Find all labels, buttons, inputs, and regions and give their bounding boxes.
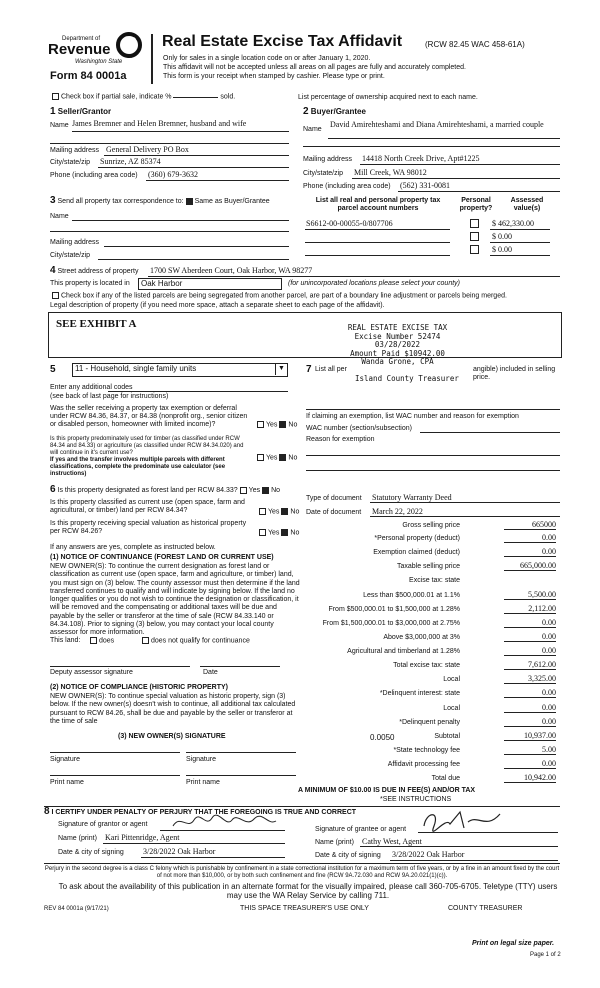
seller-city-field[interactable]: Sunrize, AZ 85374 — [100, 157, 161, 166]
county-treasurer-label: COUNTY TREASURER — [448, 905, 523, 912]
calc-label: Subtotal — [434, 733, 460, 740]
buyer-city-field[interactable]: Mill Creek, WA 98012 — [354, 168, 427, 177]
seller-phone-field[interactable]: (360) 679-3632 — [148, 170, 198, 179]
calc-label: From $500,000.01 to $1,500,000 at 1.28% — [328, 606, 460, 613]
historic-no-checkbox[interactable] — [281, 529, 288, 536]
assessed-value-3[interactable]: $ 0.00 — [492, 245, 512, 254]
rcw-ref: (RCW 82.45 WAC 458-61A) — [425, 40, 525, 49]
same-as-buyer-checkbox[interactable] — [186, 198, 193, 205]
calc-label: Exemption claimed (deduct) — [373, 549, 460, 556]
does-not-option: does not qualify for continuance — [140, 637, 270, 645]
calc-label: Gross selling price — [402, 522, 460, 529]
calc-value[interactable]: 0.00 — [504, 688, 556, 698]
personal-col-header: Personal property? — [459, 197, 493, 212]
segregated-row: Check box if any of the listed parcels are being segregated from another parcel, are part of a boundary line adjustment or parcels being merged. — [50, 292, 507, 300]
does-option: does — [88, 637, 114, 645]
calc-value[interactable]: 5.00 — [504, 745, 556, 755]
grantor-signature[interactable] — [170, 812, 280, 832]
calc-label: From $1,500,000.01 to $3,000,000 at 2.75% — [322, 620, 460, 627]
calc-label: Total due — [431, 775, 460, 782]
section7-text-a: List all per — [315, 366, 347, 373]
located-label: This property is located in — [50, 280, 130, 287]
personal-checkbox-2[interactable] — [470, 232, 479, 241]
instructed-note: If any answers are yes, complete as instructed below. — [50, 544, 216, 551]
calc-value[interactable]: 0.00 — [504, 759, 556, 769]
calc-label: Less than $500,000.01 at 1.1% — [363, 592, 460, 599]
calc-value[interactable]: 2,112.00 — [504, 604, 556, 614]
calc-label: Taxable selling price — [396, 563, 460, 570]
buyer-name-field[interactable]: David Amirehteshami and Diana Amirehteshami, a married couple — [330, 120, 544, 129]
buyer-heading: 2 Buyer/Grantee — [303, 106, 366, 117]
section4-street-row: 4 Street address of property — [50, 265, 139, 276]
owner-signature-label-2: Signature — [186, 756, 216, 763]
parcel-number-1[interactable]: S6612-00-00055-0/807706 — [306, 219, 393, 228]
exemption-yes-checkbox[interactable] — [257, 421, 264, 428]
doc-type-field[interactable]: Statutory Warranty Deed — [372, 493, 452, 502]
location-select[interactable]: Oak Harbor — [138, 278, 282, 290]
buyer-mail-field[interactable]: 14418 North Creek Drive, Apt#1225 — [362, 154, 480, 163]
grantor-name-field[interactable]: Kari Pittenridge, Agent — [105, 833, 180, 842]
assessed-value-2[interactable]: $ 0.00 — [492, 232, 512, 241]
does-not-checkbox[interactable] — [142, 637, 149, 644]
notice2-title: (2) NOTICE OF COMPLIANCE (HISTORIC PROPERTY) — [50, 684, 228, 691]
grantee-name-field[interactable]: Cathy West, Agent — [362, 837, 422, 846]
calc-label: Above $3,000,000 at 3% — [383, 634, 460, 641]
revision-label: REV 84 0001a (9/17/21) — [44, 906, 109, 912]
doc-date-label: Date of document — [306, 509, 362, 516]
section3-mail-label: Mailing address — [50, 239, 100, 246]
calc-label: *State technology fee — [393, 747, 460, 754]
doc-date-field[interactable]: March 22, 2022 — [372, 507, 423, 516]
calc-label: Agricultural and timberland at 1.28% — [347, 648, 460, 655]
seller-city-label: City/state/zip — [50, 159, 91, 166]
seller-phone-label: Phone (including area code) — [50, 172, 138, 179]
grantee-name-label: Name (print) — [315, 839, 354, 846]
dept-label: Department of — [62, 36, 101, 42]
timber-yes-no: Yes No — [255, 454, 297, 462]
located-note: (for unincorporated locations please select your county) — [288, 280, 460, 287]
header-line-2: This affidavit will not be accepted unless all areas on all pages are fully and accurately completed. — [163, 64, 466, 71]
revenue-logo-icon — [115, 32, 143, 58]
owner-print-label-2: Print name — [186, 779, 220, 786]
segregated-checkbox[interactable] — [52, 292, 59, 299]
section3-name-label: Name — [50, 213, 69, 220]
buyer-city-label: City/state/zip — [303, 170, 344, 177]
parcel-col-header: List all real and personal property tax parcel account numbers — [315, 197, 441, 212]
forest-yes-checkbox[interactable] — [240, 487, 247, 494]
current-use-yes-checkbox[interactable] — [259, 508, 266, 515]
exemption-yes-no: Yes No — [255, 421, 297, 429]
buyer-name-label: Name — [303, 126, 322, 133]
doc-type-label: Type of document — [306, 495, 362, 502]
exemption-claim-label: If claiming an exemption, list WAC number and reason for exemption — [306, 413, 519, 420]
seller-name-field[interactable]: James Bremner and Helen Bremner, husband and wife — [72, 119, 247, 128]
calc-value[interactable]: 0.00 — [504, 646, 556, 656]
section7-number: 7 — [306, 364, 312, 375]
seller-mail-label: Mailing address — [50, 147, 100, 154]
forest-no-checkbox[interactable] — [262, 487, 269, 494]
grantor-name-label: Name (print) — [58, 835, 97, 842]
page-title: Real Estate Excise Tax Affidavit — [162, 33, 403, 50]
grantee-date-label: Date & city of signing — [315, 852, 381, 859]
calc-label: Excise tax: state — [409, 577, 460, 584]
notice3-title: (3) NEW OWNER(S) SIGNATURE — [118, 733, 226, 740]
calc-value[interactable]: 0.00 — [504, 703, 556, 713]
treasurer-stamp: REAL ESTATE EXCISE TAX Excise Number 52474 03/28/2022 Amount Paid $10942.00 Wanda Grone, CPA — [347, 323, 448, 366]
buyer-mail-label: Mailing address — [303, 156, 353, 163]
exemption-question: Was the seller receiving a property tax exemption or deferral under RCW 84.36, 84.37, or 84.38 (nonprofit org., senior citizen or disabled person, homeowner with limited income)? — [50, 405, 248, 428]
see-instructions-note: *SEE INSTRUCTIONS — [380, 796, 452, 803]
revenue-logo-text: Revenue — [48, 41, 111, 58]
timber-note: If yes and the transfer involves multiple parcels with different classifications, complete the predominate use calculator (see instructions) — [50, 457, 226, 477]
section5-number: 5 — [50, 364, 56, 375]
page-number: Page 1 of 2 — [530, 952, 561, 958]
grantee-signature[interactable] — [420, 808, 510, 832]
forest-question: 6 Is this property designated as forest land per RCW 84.33? Yes No — [50, 484, 281, 495]
treasurer-use-label: THIS SPACE TREASURER'S USE ONLY — [240, 905, 369, 912]
buyer-phone-field[interactable]: (562) 331-0081 — [400, 181, 450, 190]
buyer-phone-label: Phone (including area code) — [303, 183, 391, 190]
calc-value[interactable]: 5,500.00 — [504, 590, 556, 600]
calc-label: Affidavit processing fee — [387, 761, 460, 768]
calc-value[interactable]: 10,942.00 — [504, 773, 556, 783]
partial-sale-checkbox[interactable] — [52, 93, 59, 100]
historic-question: Is this property receiving special valuation as historical property per RCW 84.26? — [50, 520, 247, 535]
stamp-county: Island County Treasurer — [355, 374, 459, 383]
see-instructions: (see back of last page for instructions) — [50, 393, 169, 400]
notice1-body: NEW OWNER(S): To continue the current designation as forest land or classification as current use (open space, farm and agriculture, or timber) land, you must sign on (3) below. The county assessor must then determine if the land transferred continues to qualify and will indicate by signing below. If the land no longer qualifies or you do not wish to continue the designation or classification, it will be removed and the compensating or additional taxes will be due and payable by the seller or transferor at the time of sale (RCW 84.33.140 or 84.34.108). Prior to signing (3) below, you may contact your local county assessor for more information. — [50, 563, 300, 637]
timber-question: Is this property predominately used for timber (as classified under RCW 84.34 and 84.33) or agriculture (as classified under RCW 84.34.020) and will continue in it's current use? — [50, 436, 244, 456]
calc-label: Local — [443, 676, 460, 683]
personal-checkbox-1[interactable] — [470, 219, 479, 228]
header-line-3: This form is your receipt when stamped by cashier. Please type or print. — [163, 73, 385, 80]
partial-sale-row: Check box if partial sale, indicate % sold. — [50, 93, 235, 101]
calc-label: Total excise tax: state — [393, 662, 460, 669]
perjury-notice: Perjury in the second degree is a class C felony which is punishable by confinement in a state correctional institution for a maximum term of five years, or by a fine in an amount fixed by the court of not more than $10,000, or by both such confinement and fine (RCW 9A.72.030 and RCW 9A.20.021(1)(c)). — [44, 866, 560, 879]
grantor-date-field[interactable]: 3/28/2022 Oak Harbor — [143, 847, 216, 856]
notice1-title: (1) NOTICE OF CONTINUANCE (FOREST LAND OR CURRENT USE) — [50, 554, 274, 561]
deputy-signature-label: Deputy assessor signature — [50, 669, 133, 676]
assessed-col-header: Assessed value(s) — [510, 197, 544, 212]
calc-value[interactable]: 665000 — [504, 520, 556, 530]
timber-yes-checkbox[interactable] — [257, 454, 264, 461]
header-line-1: Only for sales in a single location code on or after January 1, 2020. — [163, 55, 371, 62]
calc-value[interactable]: 0.00 — [504, 717, 556, 727]
grantor-signature-label: Signature of grantor or agent — [58, 821, 148, 828]
owner-print-label-1: Print name — [50, 779, 84, 786]
calc-value[interactable]: 10,937.00 — [504, 731, 556, 741]
current-use-yes-no: Yes No — [257, 508, 299, 516]
calc-value[interactable]: 3,325.00 — [504, 674, 556, 684]
calc-value[interactable]: 0.00 — [504, 547, 556, 557]
notice2-body: NEW OWNER(S): To continue special valuation as historic property, sign (3) below. If the new owner(s) doesn't wish to continue, all additional tax calculated pursuant to RCW 84.26, shall be due and payable by the seller or transferor at the time of sale — [50, 693, 296, 725]
chevron-down-icon: ▼ — [275, 364, 287, 375]
calc-label: *Delinquent penalty — [399, 719, 460, 726]
historic-yes-no: Yes No — [257, 529, 299, 537]
current-use-no-checkbox[interactable] — [281, 508, 288, 515]
section3-city-label: City/state/zip — [50, 252, 91, 259]
certify-statement: 8 I CERTIFY UNDER PENALTY OF PERJURY THAT THE FOREGOING IS TRUE AND CORRECT — [44, 806, 357, 817]
legal-description-text: SEE EXHIBIT A — [56, 318, 137, 330]
accessibility-notice: To ask about the availability of this publication in an alternate format for the visually impaired, please call 360-705-6705. Teletype (TTY) users may use the WA Relay Service by calling 711. — [58, 882, 558, 900]
form-number: Form 84 0001a — [50, 70, 127, 82]
minimum-note: A MINIMUM OF $10.00 IS DUE IN FEE(S) AND/OR TAX — [298, 787, 476, 794]
calc-label: Local — [443, 705, 460, 712]
wac-label: WAC number (section/subsection) — [306, 425, 412, 432]
state-label: Washington State — [75, 59, 123, 65]
grantee-date-field[interactable]: 3/28/2022 Oak Harbor — [392, 850, 465, 859]
grantor-date-label: Date & city of signing — [58, 849, 124, 856]
grantee-signature-label: Signature of grantee or agent — [315, 826, 407, 833]
calc-label: *Personal property (deduct) — [374, 535, 460, 542]
seller-name-label: Name — [50, 122, 69, 129]
assessed-value-1[interactable]: $ 462,330.00 — [492, 219, 534, 228]
calc-value[interactable]: 0.00 — [504, 533, 556, 543]
exemption-no-checkbox[interactable] — [279, 421, 286, 428]
owner-signature-label-1: Signature — [50, 756, 80, 763]
deputy-date-label: Date — [203, 669, 218, 676]
does-checkbox[interactable] — [90, 637, 97, 644]
personal-checkbox-3[interactable] — [470, 245, 479, 254]
calc-value[interactable]: 7,612.00 — [504, 660, 556, 670]
section3-heading: 3 Send all property tax correspondence to: Same as Buyer/Grantee — [50, 195, 270, 206]
additional-codes-label: Enter any additional codes — [50, 384, 133, 391]
reason-label: Reason for exemption — [306, 436, 375, 443]
seller-heading: 1 Seller/Grantor — [50, 106, 112, 117]
calc-label: *Delinquent interest: state — [379, 690, 460, 697]
current-use-question: Is this property classified as current use (open space, farm and agricultural, or timber) land per RCW 84.34? — [50, 499, 245, 514]
print-legal-note: Print on legal size paper. — [472, 940, 555, 947]
land-use-select[interactable]: 11 - Household, single family units ▼ — [72, 363, 288, 377]
historic-yes-checkbox[interactable] — [259, 529, 266, 536]
section7-text-b: angible) included in selling price. — [473, 366, 556, 381]
calc-value[interactable]: 0.00 — [504, 632, 556, 642]
ownership-note: List percentage of ownership acquired next to each name. — [298, 94, 478, 101]
this-land-label: This land: — [50, 637, 81, 644]
timber-no-checkbox[interactable] — [279, 454, 286, 461]
calc-value[interactable]: 0.00 — [504, 618, 556, 628]
calc-value[interactable]: 665,000.00 — [504, 561, 556, 571]
street-address-field[interactable]: 1700 SW Aberdeen Court, Oak Harbor, WA 98277 — [150, 266, 313, 275]
seller-mail-field[interactable]: General Delivery PO Box — [106, 145, 189, 154]
legal-description-label: Legal description of property (if you need more space, attach a separate sheet to each page of the affidavit). — [50, 302, 385, 309]
local-rate: 0.0050 — [370, 733, 395, 742]
